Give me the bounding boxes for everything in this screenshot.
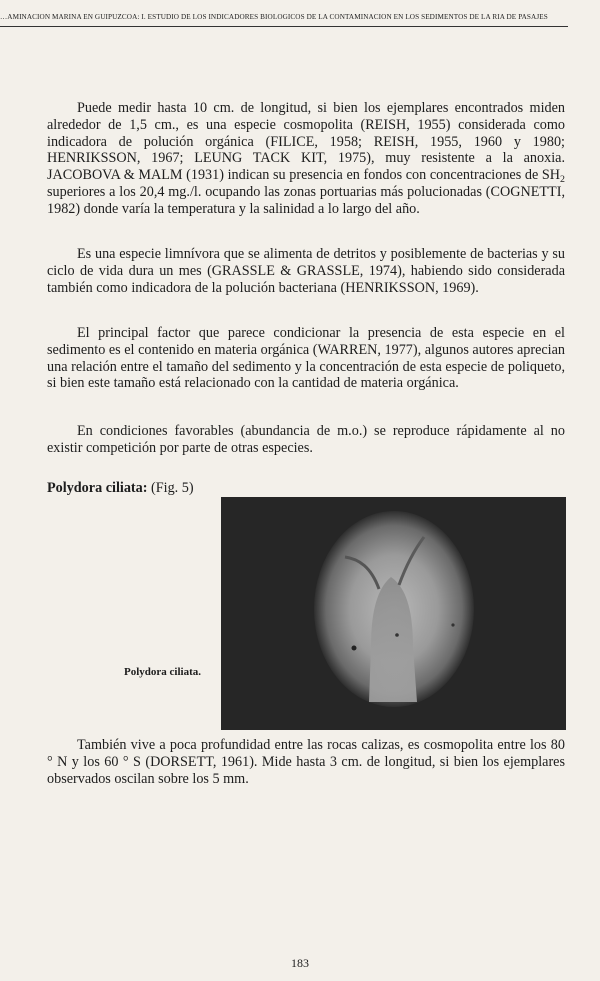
- figure-photo: [221, 497, 566, 730]
- particle: [395, 633, 399, 637]
- paragraph-4: En condiciones favorables (abundancia de m.o.) se reproduce rápidamente al no existir competición por parte de otras especies.: [47, 423, 565, 456]
- species-heading: [47, 480, 194, 497]
- paragraph-2: Es una especie limnívora que se alimenta de detritos y posiblemente de bacterias y su ciclo de vida dura un mes (GRASSLE & GRASSLE, 1974), habiendo sido considerada también como indicadora de la polución bacteriana (HENRIKSSON, 1969).: [47, 246, 565, 296]
- microscope-photo: [221, 497, 566, 730]
- particle: [451, 623, 454, 626]
- particle: [352, 646, 357, 651]
- page-number: 183: [291, 956, 309, 970]
- figure-reference: (Fig. 5): [151, 480, 194, 496]
- paragraph-1-text-a: Puede medir hasta 10 cm. de longitud, si bien los ejemplares encontrados miden alrededor de 1,5 cm., es una especie cosmopolita (REISH, 1955) considerada como indicadora de polución orgánica (FILICE, 1958; REISH, 1955, 1960 y 1980; HENRIKSSON, 1967; LEUNG TACK KIT, 1975), muy resistente a la anoxia. JACOBOVA & MALM (1931) indican su presencia en fondos con concentraciones de SH: [47, 100, 565, 184]
- header-rule: [0, 26, 568, 27]
- paragraph-3: El principal factor que parece condicionar la presencia de esta especie en el sedimento es el contenido en materia orgánica (WARREN, 1977), algunos autores aprecian una relación entre el tamaño del sedimento y la concentración de esta especie de poliqueto, si bien este tamaño está relacionado con la cantidad de materia orgánica.: [47, 325, 565, 392]
- subscript-2: 2: [560, 174, 565, 186]
- paragraph-5: También vive a poca profundidad entre las rocas calizas, es cosmopolita entre los 80 ° N y los 60 ° S (DORSETT, 1961). Mide hasta 3 cm. de longitud, si bien los ejemplares observados oscilan sobre los 5 mm.: [47, 737, 565, 787]
- species-name: Polydora ciliata:: [47, 480, 148, 496]
- paragraph-1: [47, 100, 565, 218]
- paragraph-1-text-b: superiores a los 20,4 mg./l. ocupando las zonas portuarias más polucionadas (COGNETTI, 1982) donde varía la temperatura y la salinidad a lo largo del año.: [47, 183, 565, 217]
- figure-caption: Polydora ciliata.: [124, 666, 201, 678]
- running-header: …AMINACION MARINA EN GUIPUZCOA: I. ESTUDIO DE LOS INDICADORES BIOLOGICOS DE LA CONTAMINACION EN LOS SEDIMENTOS DE LA RIA DE PASAJES: [0, 13, 548, 21]
